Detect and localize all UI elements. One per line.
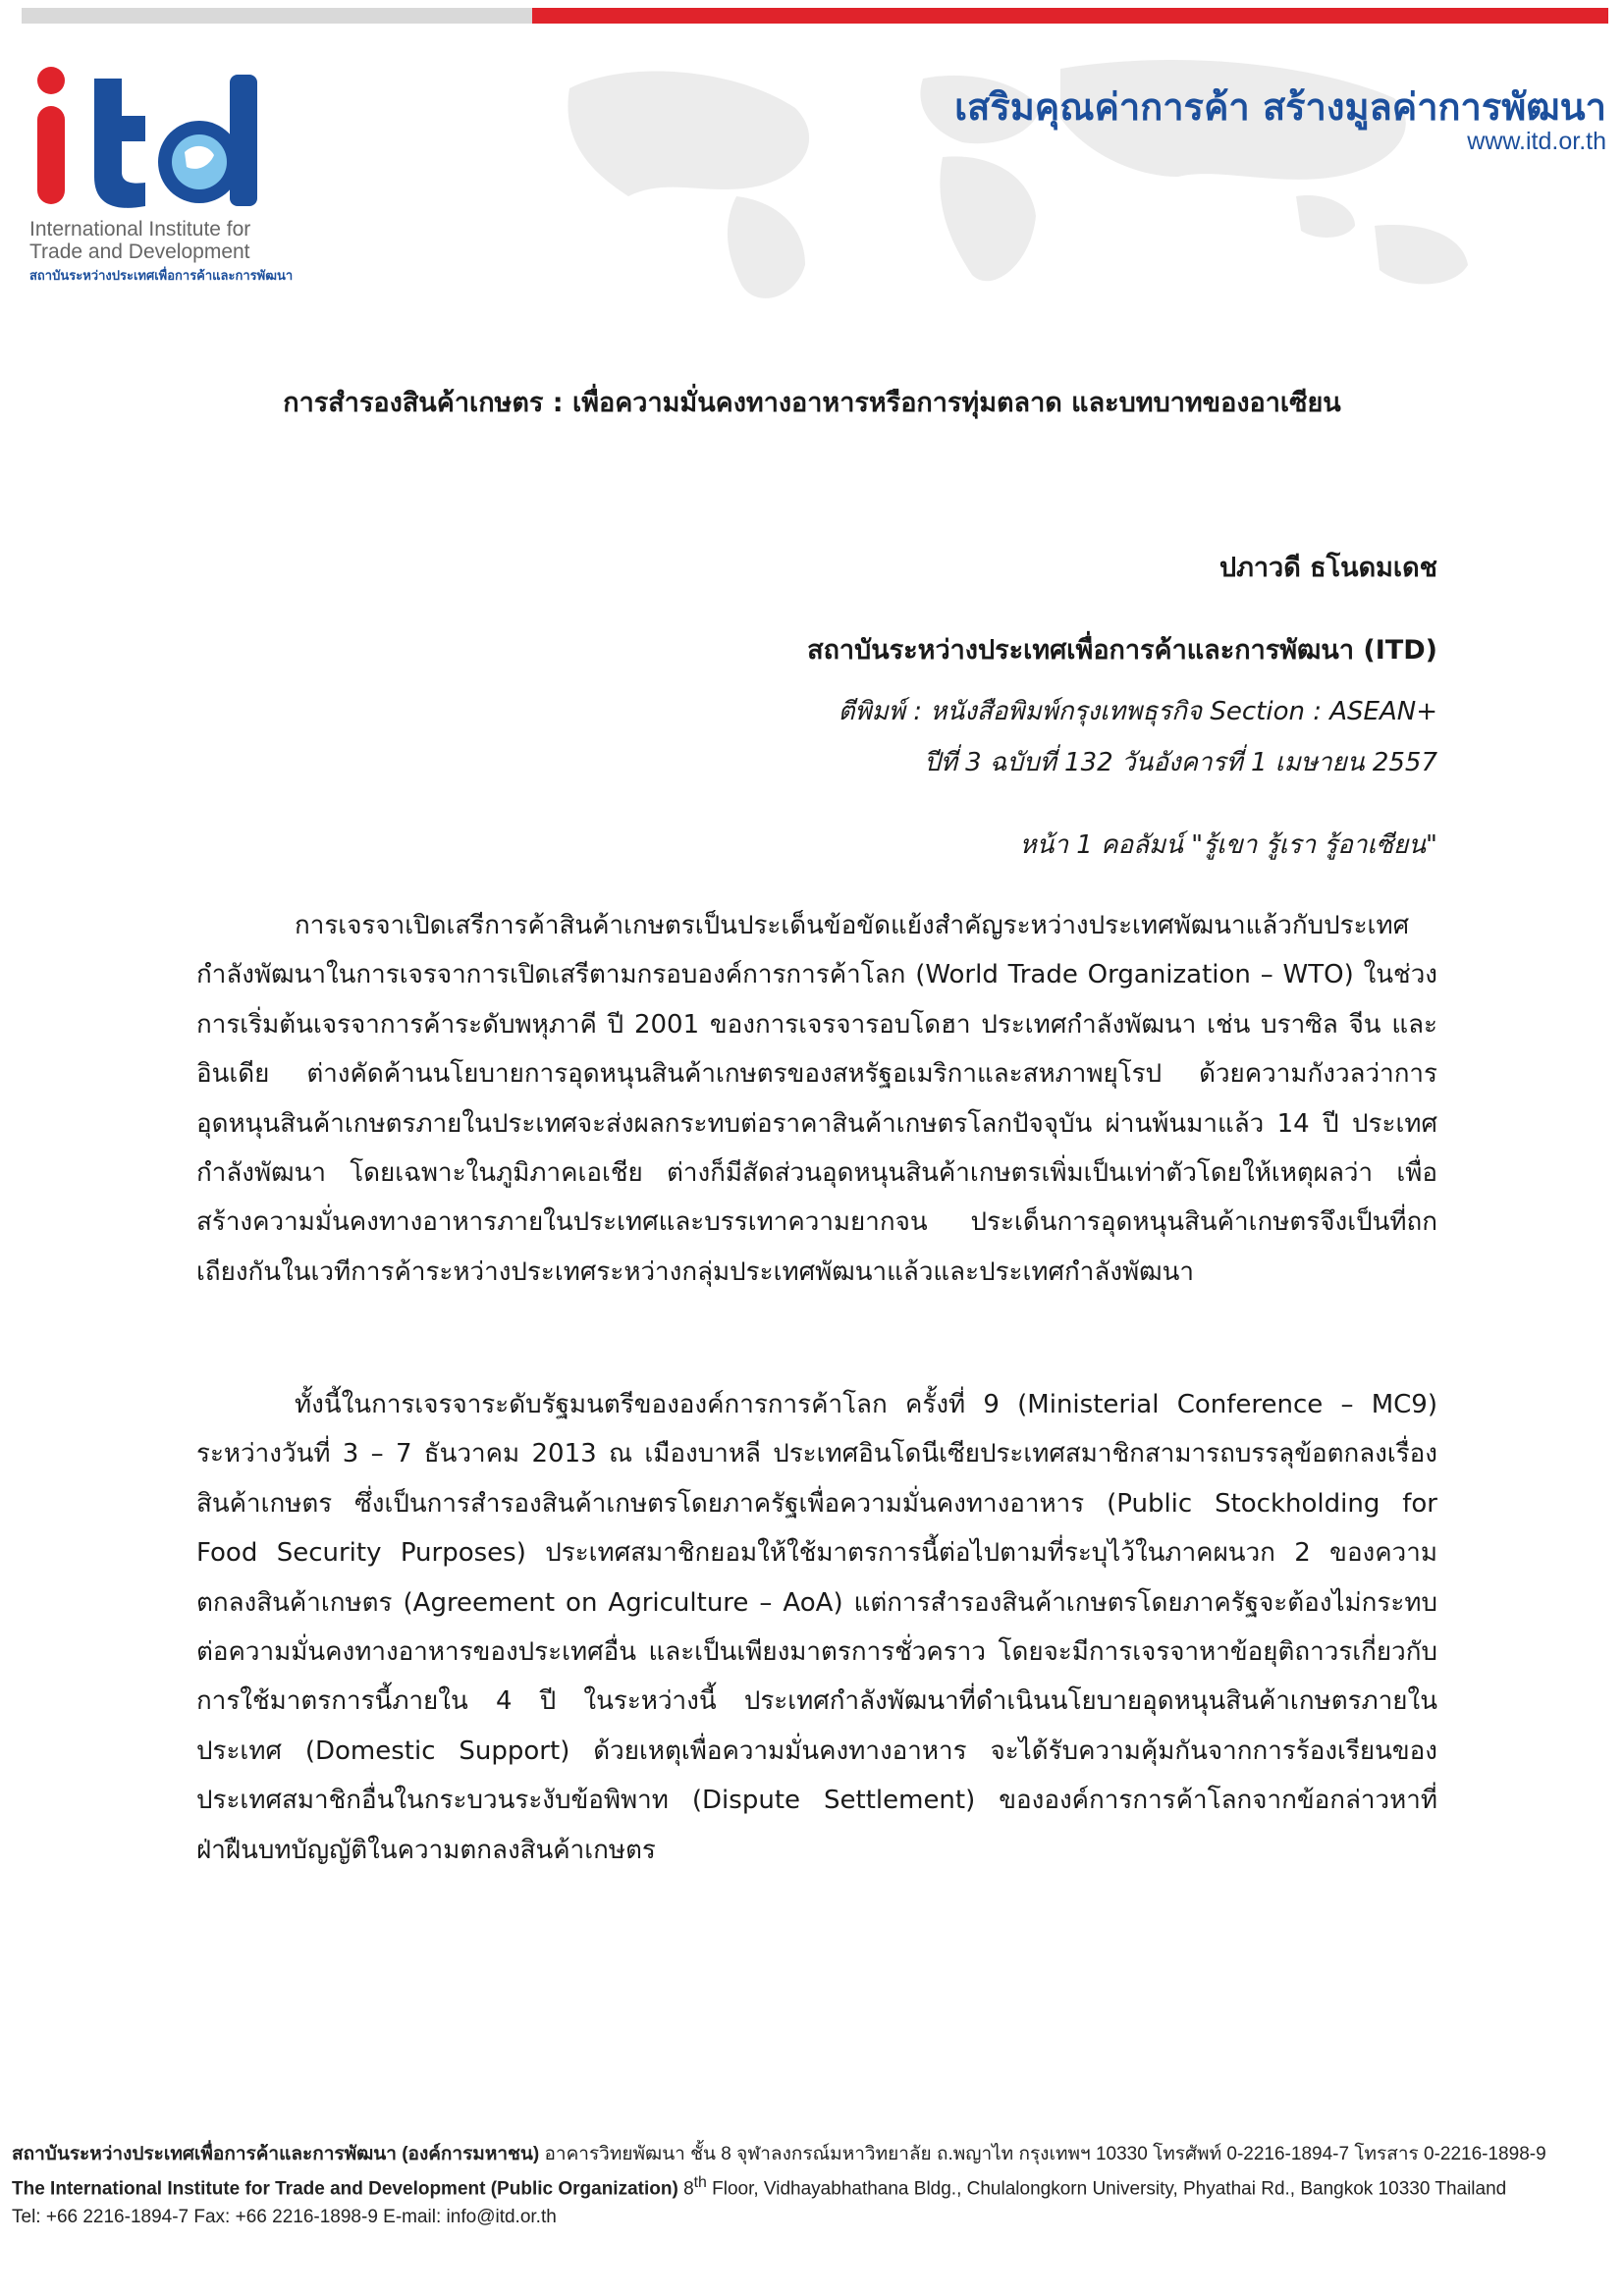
logo-caption [29,218,250,263]
slogan: เสริมคุณค่าการค้า สร้างมูลค่าการพัฒนา [954,85,1606,129]
footer-address-thai: อาคารวิทยพัฒนา ชั้น 8 จุฬาลงกรณ์มหาวิทยาลัย ถ.พญาไท กรุงเทพฯ 10330 โทรศัพท์ 0-2216-1894-7 โทรสาร 0-2216-1898-9 [539,2144,1546,2164]
footer-org-thai: สถาบันระหว่างประเทศเพื่อการค้าและการพัฒนา (องค์การมหาชน) [12,2144,540,2164]
footer-org-english: The International Institute for Trade and Development (Public Organization) [12,2178,678,2200]
footer-line-english [12,2168,1612,2203]
logo-caption-line2: Trade and Development [29,240,250,263]
footer-contact: Tel: +66 2216-1894-7 Fax: +66 2216-1898-9 E-mail: info@itd.or.th [12,2207,557,2228]
website-url: www.itd.or.th [1467,128,1606,155]
article-title: การสำรองสินค้าเกษตร : เพื่อความมั่นคงทางอาหารหรือการทุ่มตลาด และบทบาทของอาเซียน [283,388,1341,418]
publication-issue: ปีที่ 3 ฉบับที่ 132 วันอังคารที่ 1 เมษายน 2557 [924,748,1437,777]
logo-caption-line1: International Institute for [29,218,251,240]
footer-floor: 8 [677,2178,694,2200]
header-bar-red [532,8,1608,24]
page-footer [12,2140,1612,2231]
publication-column: หน้า 1 คอลัมน์ "รู้เขา รู้เรา รู้อาเซียน" [1019,830,1437,860]
body-paragraph-2 [196,1380,1437,1875]
paragraph-text: ทั้งนี้ในการเจรจาระดับรัฐมนตรีขององค์การการค้าโลก ครั้งที่ 9 (Ministerial Conference – MC9) ระหว่างวันที่ 3 – 7 ธันวาคม 2013 ณ เมืองบาหลี ประเทศอินโดนีเซียประเทศสมาชิกสามารถบรรลุข้อตกลงเรื่องสินค้าเกษตร ซึ่งเป็นการสำรองสินค้าเกษตรโดยภาครัฐเพื่อความมั่นคงทางอาหาร (Public Stockholding for Food Security Purposes) ประเทศสมาชิกยอมให้ใช้มาตรการนี้ต่อไปตามที่ระบุไว้ในภาคผนวก 2 ของความตกลงสินค้าเกษตร (Agreement on Agriculture – AoA) แต่การสำรองสินค้าเกษตรโดยภาครัฐจะต้องไม่กระทบต่อความมั่นคงทางอาหารของประเทศอื่น และเป็นเพียงมาตรการชั่วคราว โดยจะมีการเจรจาหาข้อยุติถาวรเกี่ยวกับการใช้มาตรการนี้ภายใน 4 ปี ในระหว่างนี้ ประเทศกำลังพัฒนาที่ดำเนินนโยบายอุดหนุนสินค้าเกษตรภายในประเทศ (Domestic Support) ด้วยเหตุเพื่อความมั่นคงทางอาหาร จะได้รับความคุ้มกันจากการร้องเรียนของประเทศสมาชิกอื่นในกระบวนระงับข้อพิพาท (Dispute Settlement) ขององค์การการค้าโลกจากข้อกล่าวหาที่ฝ่าฝืนบทบัญญัติในความตกลงสินค้าเกษตร [196,1390,1437,1865]
footer-address-english: Floor, Vidhayabhathana Bldg., Chulalongkorn University, Phyathai Rd., Bangkok 10330 Thailand [706,2178,1507,2200]
body-paragraph-1 [196,901,1437,1297]
footer-line-thai [12,2140,1612,2168]
author-institute: สถาบันระหว่างประเทศเพื่อการค้าและการพัฒนา (ITD) [807,635,1437,666]
header-bar-gray [22,8,532,24]
footer-floor-suffix: th [693,2174,707,2191]
article-author: ปภาวดี ธโนดมเดช [1218,553,1437,583]
paragraph-text: การเจรจาเปิดเสรีการค้าสินค้าเกษตรเป็นประเด็นข้อขัดแย้งสำคัญระหว่างประเทศพัฒนาแล้วกับประเทศกำลังพัฒนาในการเจรจาการเปิดเสรีตามกรอบองค์การการค้าโลก (World Trade Organization – WTO) ในช่วงการเริ่มต้นเจรจาการค้าระดับพหุภาคี ปี 2001 ของการเจรจารอบโดฮา ประเทศกำลังพัฒนา เช่น บราซิล จีน และอินเดีย ต่างคัดค้านนโยบายการอุดหนุนสินค้าเกษตรของสหรัฐอเมริกาและสหภาพยุโรป ด้วยความกังวลว่าการอุดหนุนสินค้าเกษตรภายในประเทศจะส่งผลกระทบต่อราคาสินค้าเกษตรโลกปัจจุบัน ผ่านพ้นมาแล้ว 14 ปี ประเทศกำลังพัฒนา โดยเฉพาะในภูมิภาคเอเชีย ต่างก็มีสัดส่วนอุดหนุนสินค้าเกษตรเพิ่มเป็นเท่าตัวโดยให้เหตุผลว่า เพื่อสร้างความมั่นคงทางอาหารภายในประเทศและบรรเทาความยากจน ประเด็นการอุดหนุนสินค้าเกษตรจึงเป็นที่ถกเถียงกันในเวทีการค้าระหว่างประเทศระหว่างกลุ่มประเทศพัฒนาแล้วและประเทศกำลังพัฒนา [196,911,1437,1287]
logo-caption-thai: สถาบันระหว่างประเทศเพื่อการค้าและการพัฒนา [29,268,294,283]
publication-source: ตีพิมพ์ : หนังสือพิมพ์กรุงเทพธุรกิจ Section : ASEAN+ [838,697,1437,726]
world-map-watermark [511,29,1620,314]
